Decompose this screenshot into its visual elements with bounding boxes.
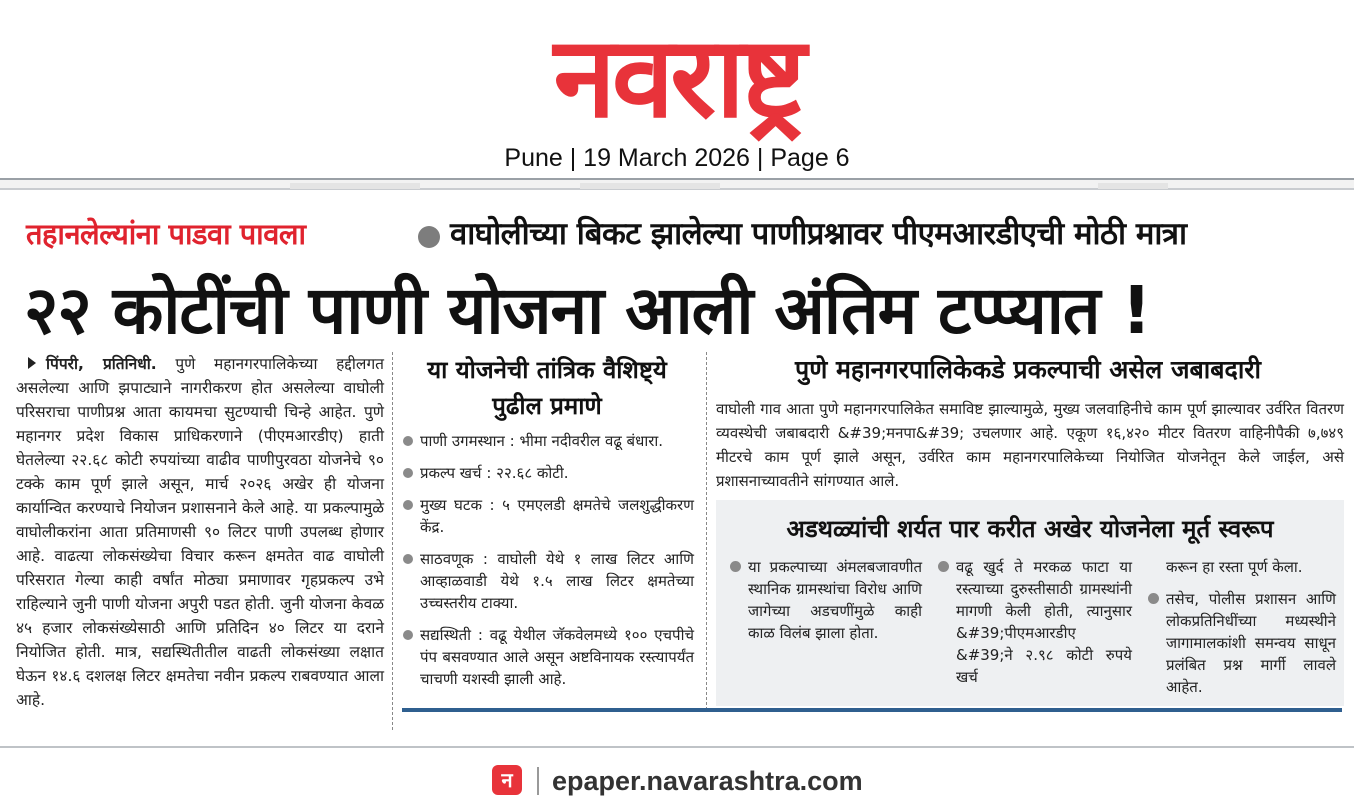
list-item: या प्रकल्पाच्या अंमलबजावणीत स्थानिक ग्रामस्थांचा विरोध आणि जागेच्या अडचणींमुळे काही काळ विलंब झाला होता. (728, 556, 922, 644)
obstacles-column-1 (728, 556, 922, 644)
masthead (0, 0, 1354, 180)
arrow-icon (28, 357, 36, 369)
bleed-through-text (290, 183, 420, 189)
list-item: सद्यस्थिती : वढू येथील जॅकवेलमध्ये १०० एचपीचे पंप बसवण्यात आले असून अष्टविनायक रस्त्यापर्यंत चाचणी यशस्वी झाली आहे. (402, 624, 694, 690)
bullet-icon (418, 226, 440, 248)
list-item: पाणी उगमस्थान : भीमा नदीवरील वढू बंधारा. (402, 430, 694, 452)
column-divider (706, 352, 707, 710)
list-item: तसेच, पोलीस प्रशासन आणि लोकप्रतिनिधींच्या मध्यस्थीने जागामालकांशी समन्वय साधून प्रलंबित प्रश्न मार्गी लावले आहेत. (1146, 588, 1336, 698)
newspaper-logo: नवराष्ट्र (553, 13, 803, 143)
obstacles-title: अडथळ्यांची शर्यत पार करीत अखेर योजनेला मूर्त स्वरूप (786, 515, 1274, 543)
list-item: मुख्य घटक : ५ एमएलडी क्षमतेचे जलशुद्धीकरण केंद्र. (402, 494, 694, 538)
kicker-subhead: वाघोलीच्या बिकट झालेल्या पाणीप्रश्नावर पीएमआरडीएची मोठी मात्रा (450, 216, 1187, 252)
specs-list (402, 430, 694, 700)
byline-place: पिंपरी, प्रतिनिधी. (46, 355, 157, 373)
article-body-text: पुणे महानगरपालिकेच्या हद्दीलगत असलेल्या आणि झपाट्याने नागरीकरण होत असलेल्या वाघोली परिसराचा पाणीप्रश्न आता कायमचा सुटण्याची चिन्हे आहेत. पुणे महानगर प्रदेश विकास प्राधिकरणाने (पीएमआरडीए) हाती घेतलेल्या २२.६८ कोटी रुपयांच्या वाढीव पाणीपुरवठा योजनेचे ९० टक्के काम पूर्ण झाले असून, मार्च २०२६ अखेर ही योजना कार्यान्वित करण्याचे नियोजन प्रशासनाने केले आहे. या प्रकल्पामुळे वाघोलीकरांना आता प्रतिमाणसी ९० लिटर पाणी उपलब्ध होणार आहे. वाढत्या लोकसंख्येचा विचार करून क्षमतेत वाढ वाघोली परिसरात गेल्या काही वर्षांत मोठ्या प्रमाणावर गृहप्रकल्प उभे राहिल्याने जुनी पाणी योजना अपुरी पडत होती. जुनी योजना केवळ ४५ हजार लोकसंख्येसाठी आणि प्रतिदिन ४० लिटर या दराने नियोजित होती. मात्र, सद्यस्थितीतील वाढती लोकसंख्या लक्षात घेऊन १४.६ दशलक्ष लिटर क्षमतेचा नवीन प्रकल्प राबवण्यात आला आहे. (16, 355, 385, 709)
headline: २२ कोटींची पाणी योजना आली अंतिम टप्प्यात ! (24, 272, 1151, 349)
list-item: प्रकल्प खर्च : २२.६८ कोटी. (402, 462, 694, 484)
responsibility-title: पुणे महानगरपालिकेकडे प्रकल्पाची असेल जबाबदारी (795, 355, 1261, 384)
footer-rule (0, 746, 1354, 748)
responsibility-body: वाघोली गाव आता पुणे महानगरपालिकेत समाविष्ट झाल्यामुळे, मुख्य जलवाहिनीचे काम पूर्ण झाल्यावर उर्वरित वितरण व्यवस्थेची जबाबदारी &#39;मनपा&#39; उचलणार आहे. एकूण १६,४२० मीटर वितरण वाहिनीपैकी ७,७४९ मीटरचे काम पूर्ण झाले असून, उर्वरित काम महानगरपालिकेच्या नियोजित योजनेतून केले जाईल, असे प्रशासनाच्यावतीने सांगण्यात आले. (716, 400, 1344, 490)
brand-logo-icon: न (492, 765, 522, 795)
bleed-through-text (580, 183, 720, 189)
specs-title: या योजनेची तांत्रिक वैशिष्ट्ये पुढील प्रमाणे (427, 356, 667, 420)
section-rule (402, 708, 1342, 712)
kicker-red: तहानलेल्यांना पाडवा पावला (26, 217, 306, 251)
column-divider (392, 352, 393, 730)
obstacles-column-2 (936, 556, 1132, 688)
list-item: वढू खुर्द ते मरकळ फाटा या रस्त्याच्या दुरुस्तीसाठी ग्रामस्थांनी मागणी केली होती, त्यानुसार &#39;पीएमआरडीए &#39;ने २.९८ कोटी रुपये खर्च (936, 556, 1132, 688)
footer-url[interactable]: epaper.navarashtra.com (552, 766, 863, 796)
bleed-through-text (1098, 183, 1168, 189)
obstacles-column-3 (1146, 556, 1336, 698)
edition-dateline: Pune | 19 March 2026 | Page 6 (504, 144, 850, 172)
list-item: साठवणूक : वाघोली येथे १ लाख लिटर आणि आव्हाळवाडी येथे १.५ लाख लिटर क्षमतेच्या उच्चस्तरीय टाक्या. (402, 548, 694, 614)
article-body (16, 352, 384, 712)
footer-divider (537, 767, 539, 795)
continuation-text: करून हा रस्ता पूर्ण केला. (1166, 558, 1303, 576)
